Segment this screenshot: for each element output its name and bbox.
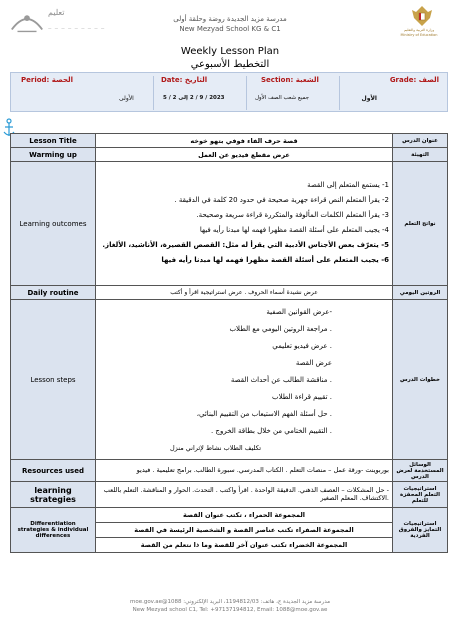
row-content: بوربوينت -ورقة عمل – منصات التعلم . الكتاب المدرسي. سبورة الطالب. برامج تعليمية . فيديو bbox=[96, 460, 393, 482]
table-row-differentiation bbox=[11, 508, 448, 553]
group-yellow-item: المجموعة الصفراء تكتب عناصر القصة و الشخصية الرئيسة في القصة bbox=[96, 523, 392, 538]
row-content bbox=[96, 300, 393, 460]
row-label-en: Resources used bbox=[11, 460, 96, 482]
outcome-item: 2- يقرأ المتعلم النص قراءة جهرية صحيحة في حدود 20 كلمة في الدقيقة . bbox=[174, 195, 389, 204]
row-label-ar: استراتيجيات التعلم المحفزة للتعلم bbox=[393, 482, 448, 508]
grade-value: الأول bbox=[361, 95, 377, 102]
row-content: قصة حرف الفاء فوفي بتهو خوخه bbox=[96, 134, 393, 148]
outcome-item: 4- يجيب المتعلم على أسئلة القصة مظهرا فهمه لها مبدنا رأيه فيها bbox=[199, 225, 389, 234]
section-label: Section: الشعبة bbox=[261, 76, 319, 84]
school-name-en: New Mezyad School KG & C1 bbox=[179, 25, 281, 33]
row-label-ar: الروتين اليومي bbox=[393, 286, 448, 300]
date-value: 2023 / 9 / 2 إلى 2 / 5 bbox=[163, 95, 225, 101]
grade-label: Grade: الصف bbox=[389, 76, 439, 84]
title-ar: التخطيط الأسبوعي bbox=[190, 59, 270, 70]
outcome-item: 1- يستمع المتعلم إلى القصة bbox=[307, 180, 389, 189]
row-content: - حل المشكلات – العصف الذهني. الدقيقة الواحدة . اقرأ واكتب . التحدث. الحوار و المناقشة. التعلم باللعب .الاكتشاف. المعلم الصغير bbox=[96, 482, 393, 508]
bar-divider bbox=[153, 76, 154, 110]
school-name bbox=[150, 14, 310, 34]
step-item: -عرض القوانين الصفية bbox=[266, 308, 332, 317]
school-logo-subtext: — — — — — — — — — bbox=[48, 26, 106, 30]
outcome-item: 6- يجيب المتعلم على أسئلة القصة مظهرا فهمه لها مبدنا رأيه فيها bbox=[161, 255, 389, 264]
row-label-en: Daily routine bbox=[11, 286, 96, 300]
lesson-info-bar bbox=[10, 72, 448, 112]
row-content: عرض مقطع فيديو عن العمل bbox=[96, 148, 393, 162]
footer-line-ar: مدرسة مزيد الجديدة ج، هاتف: 1194812/03، البريد الإلكتروني: 1088@moe.gov.ae bbox=[129, 599, 331, 605]
outcome-item: 3- يقرأ المتعلم الكلمات المألوفة والمتكررة قراءة سريعة وصحيحة. bbox=[196, 210, 389, 219]
period-label: Period: الحصة bbox=[21, 76, 74, 84]
bar-divider bbox=[339, 76, 340, 110]
row-label-ar: الوسائل المستخدمة لعرض الدرس bbox=[393, 460, 448, 482]
row-label-en: Lesson steps bbox=[11, 300, 96, 460]
group-red-item: المجموعة الحمراء ، تكتب عنوان القصة bbox=[96, 508, 392, 523]
lesson-plan-table bbox=[10, 133, 448, 553]
row-content bbox=[96, 162, 393, 286]
table-row-daily-routine bbox=[11, 286, 448, 300]
step-item: . عرض فيديو تعليمي bbox=[272, 342, 332, 351]
row-label-ar: عنوان الدرس bbox=[393, 134, 448, 148]
row-label-en: Learning outcomes bbox=[11, 162, 96, 286]
step-item: . التقييم الختامي من خلال بطاقة الخروج . bbox=[210, 427, 332, 436]
footer bbox=[60, 598, 400, 614]
outcome-item: 5- يتعرّف بعض الأجناس الأدبية التي يقرأ له مثل: القصص القصيرة، الأناشيد، الألغاز. bbox=[102, 240, 389, 249]
title-en: Weekly Lesson Plan bbox=[180, 46, 280, 57]
school-logo-icon bbox=[8, 4, 46, 36]
row-label-ar: التهيئة bbox=[393, 148, 448, 162]
step-item: . مراجعة الروتين اليومي مع الطلاب bbox=[229, 325, 332, 334]
group-green-item: المجموعة الخضراء تكتب عنوان آخر للقصة وما ذا نتعلم من القصة bbox=[140, 541, 348, 549]
period-value: الأولى bbox=[119, 95, 134, 102]
step-item: . تقييم قراءة الطلاب bbox=[272, 393, 332, 402]
row-label-ar: نواتج التعلم bbox=[393, 162, 448, 286]
table-row-strategies bbox=[11, 482, 448, 508]
row-label-ar: خطوات الدرس bbox=[393, 300, 448, 460]
row-label-en: learning strategies bbox=[11, 482, 96, 508]
row-label-en: Lesson Title bbox=[11, 134, 96, 148]
step-item: . مناقشة الطالب عن أحداث القصة bbox=[230, 376, 332, 385]
step-item: . حل أسئلة الفهم الاستيعاب من التقييم البنائي، bbox=[196, 410, 332, 419]
page-title bbox=[150, 45, 310, 71]
table-row-resources bbox=[11, 460, 448, 482]
step-item: تكليف الطلاب نشاط لإثراني منزل bbox=[169, 444, 262, 453]
school-logo-text: تعليم bbox=[48, 8, 65, 17]
section-value: جميع شعب الصف الأول bbox=[255, 95, 310, 101]
row-content bbox=[96, 508, 393, 553]
table-row-warming-up bbox=[11, 148, 448, 162]
bar-divider bbox=[246, 76, 247, 110]
date-label: Date: التاريخ bbox=[161, 76, 208, 84]
footer-line-en: New Mezyad school C1, Tel: +97137194812, Email: 1088@moe.gov.ae bbox=[132, 607, 328, 613]
table-row-learning-outcomes bbox=[11, 162, 448, 286]
uae-emblem-icon bbox=[409, 4, 435, 28]
row-label-ar: استراتيجيات التمايز والفروق الفردية bbox=[393, 508, 448, 553]
ministry-name-ar: وزارة التربية والتعليم bbox=[403, 28, 435, 32]
table-row-lesson-title bbox=[11, 134, 448, 148]
ministry-name-en: Ministry of Education bbox=[400, 33, 438, 37]
school-name-ar: مدرسة مزيد الجديدة روضة وحلقة أولى bbox=[173, 15, 287, 23]
row-label-en: Differentiation strategies & individual differences bbox=[11, 508, 96, 553]
step-item: عرض القصة bbox=[295, 359, 332, 368]
row-label-en: Warming up bbox=[11, 148, 96, 162]
table-row-lesson-steps bbox=[11, 300, 448, 460]
ministry-name bbox=[393, 28, 445, 38]
row-content: عرض نشيدة أسماء الحروف . عرض استراتيجية اقرأ و أكتب bbox=[96, 286, 393, 300]
